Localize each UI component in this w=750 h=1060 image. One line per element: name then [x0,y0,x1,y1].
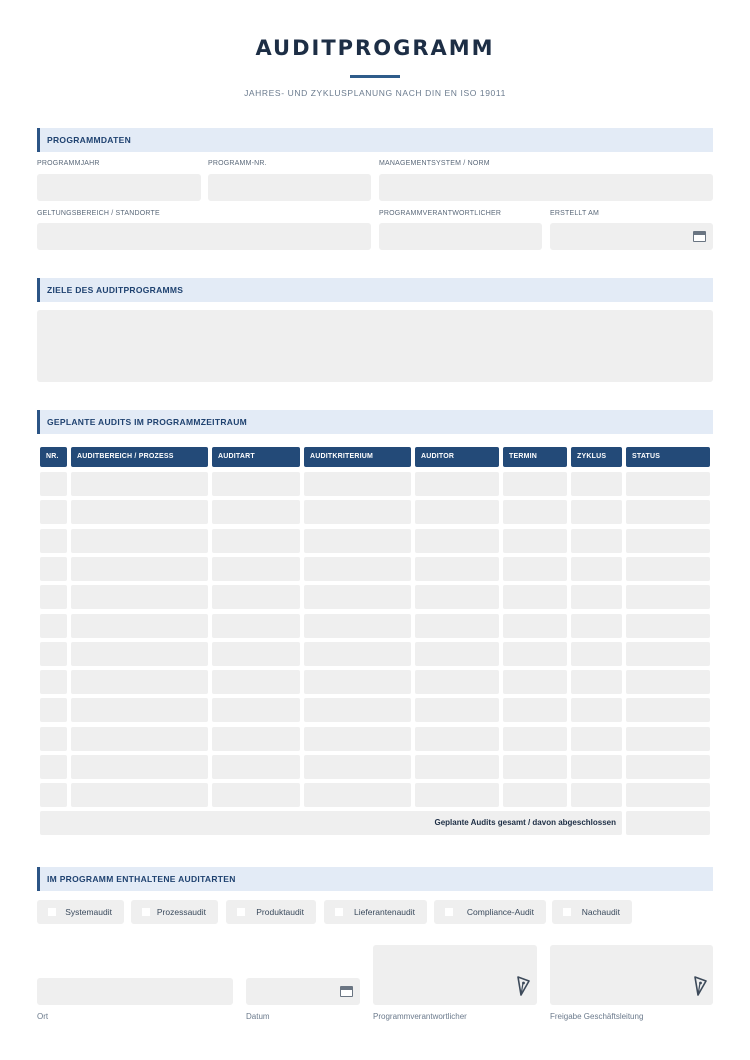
table-cell-col-criterion[interactable] [304,500,411,524]
table-cell-col-area[interactable] [71,755,208,779]
table-cell-col-date[interactable] [503,698,567,722]
table-cell-col-auditor[interactable] [415,755,499,779]
management-signature-label: Freigabe Geschäftsleitung [550,1012,644,1021]
section-heading: ZIELE DES AUDITPROGRAMMS [47,285,184,295]
summary-label: Geplante Audits gesamt / davon abgeschlossen [434,818,616,827]
table-cell-col-date[interactable] [503,500,567,524]
table-cell-col-type[interactable] [212,755,300,779]
table-cell-col-type[interactable] [212,727,300,751]
table-cell-col-auditor[interactable] [415,727,499,751]
date-field[interactable] [246,978,360,1005]
page-subtitle: JAHRES- UND ZYKLUSPLANUNG NACH DIN EN ISO 19011 [244,88,506,98]
table-header-col-area: AUDITBEREICH / PROZESS [71,447,208,467]
table-cell-col-nr[interactable] [40,585,67,609]
table-cell-col-date[interactable] [503,614,567,638]
table-cell-col-type[interactable] [212,500,300,524]
table-cell-col-area[interactable] [71,472,208,496]
page-title: AUDITPROGRAMM [255,36,495,60]
table-cell-col-cycle[interactable] [571,557,622,581]
management-system-field[interactable] [379,174,713,201]
section-heading: PROGRAMMDATEN [47,135,132,145]
program-owner-field[interactable] [379,223,542,250]
section-objectives [37,278,713,302]
table-header-col-date: TERMIN [503,447,567,467]
table-cell-col-criterion[interactable] [304,698,411,722]
table-cell-col-type[interactable] [212,698,300,722]
audit-type-option[interactable] [37,900,124,924]
table-cell-col-criterion[interactable] [304,614,411,638]
table-cell-col-nr[interactable] [40,529,67,553]
calendar-icon[interactable] [693,231,706,242]
table-cell-col-nr[interactable] [40,727,67,751]
section-planned-audits [37,410,713,434]
table-cell-col-area[interactable] [71,698,208,722]
table-cell-col-auditor[interactable] [415,614,499,638]
table-cell-col-type[interactable] [212,529,300,553]
table-cell-col-criterion[interactable] [304,472,411,496]
table-header-col-type: AUDITART [212,447,300,467]
program-number-field[interactable] [208,174,371,201]
table-cell-col-area[interactable] [71,783,208,807]
table-cell-col-cycle[interactable] [571,755,622,779]
table-cell-col-status[interactable] [626,557,710,581]
owner-signature-field[interactable] [373,945,537,1005]
program-owner-label: PROGRAMMVERANTWORTLICHER [379,210,502,217]
table-cell-col-type[interactable] [212,557,300,581]
table-cell-col-date[interactable] [503,755,567,779]
table-cell-col-date[interactable] [503,557,567,581]
table-cell-col-criterion[interactable] [304,670,411,694]
table-cell-col-cycle[interactable] [571,614,622,638]
place-field[interactable] [37,978,233,1005]
option-label: Produktaudit [256,907,304,917]
objectives-textarea[interactable] [37,310,713,382]
option-label: Prozessaudit [156,907,206,917]
table-cell-col-criterion[interactable] [304,755,411,779]
table-cell-col-nr[interactable] [40,614,67,638]
summary-bar [40,811,622,835]
date-label: Datum [246,1012,270,1021]
checkbox[interactable] [335,908,343,916]
audit-type-option[interactable] [226,900,316,924]
scope-field[interactable] [37,223,371,250]
scope-label: GELTUNGSBEREICH / STANDORTE [37,210,160,217]
table-cell-col-nr[interactable] [40,642,67,666]
checkbox[interactable] [142,908,150,916]
table-cell-col-cycle[interactable] [571,698,622,722]
table-cell-col-cycle[interactable] [571,670,622,694]
audit-type-option[interactable] [324,900,427,924]
table-cell-col-status[interactable] [626,529,710,553]
table-cell-col-auditor[interactable] [415,500,499,524]
table-cell-col-auditor[interactable] [415,670,499,694]
table-cell-col-auditor[interactable] [415,783,499,807]
table-cell-col-nr[interactable] [40,755,67,779]
checkbox[interactable] [445,908,453,916]
table-cell-col-date[interactable] [503,783,567,807]
option-label: Systemaudit [65,907,112,917]
owner-signature-label: Programmverantwortlicher [373,1012,467,1021]
table-cell-col-date[interactable] [503,529,567,553]
table-cell-col-area[interactable] [71,727,208,751]
title-underline [350,75,400,78]
checkbox[interactable] [48,908,56,916]
program-year-field[interactable] [37,174,201,201]
created-date-label: ERSTELLT AM [550,210,600,217]
created-date-field[interactable] [550,223,713,250]
section-audit-types [37,867,713,891]
table-header-col-criterion: AUDITKRITERIUM [304,447,411,467]
place-label: Ort [37,1012,49,1021]
table-cell-col-date[interactable] [503,585,567,609]
table-cell-col-auditor[interactable] [415,642,499,666]
table-cell-col-area[interactable] [71,670,208,694]
table-cell-col-area[interactable] [71,585,208,609]
option-label: Nachaudit [581,907,620,917]
management-signature-field[interactable] [550,945,713,1005]
table-cell-col-nr[interactable] [40,472,67,496]
section-program-data [37,128,713,152]
table-cell-col-area[interactable] [71,642,208,666]
table-cell-col-cycle[interactable] [571,727,622,751]
table-cell-col-cycle[interactable] [571,642,622,666]
table-cell-col-type[interactable] [212,783,300,807]
table-cell-col-status[interactable] [626,472,710,496]
table-cell-col-area[interactable] [71,614,208,638]
table-cell-col-cycle[interactable] [571,529,622,553]
table-cell-col-date[interactable] [503,472,567,496]
table-cell-col-cycle[interactable] [571,585,622,609]
table-cell-col-nr[interactable] [40,500,67,524]
summary-value-field[interactable] [626,811,710,835]
table-cell-col-status[interactable] [626,755,710,779]
table-cell-col-status[interactable] [626,783,710,807]
table-cell-col-status[interactable] [626,727,710,751]
table-cell-col-criterion[interactable] [304,642,411,666]
table-cell-col-auditor[interactable] [415,557,499,581]
program-number-label: PROGRAMM-NR. [208,160,267,167]
pen-icon [516,975,530,997]
pen-icon [693,975,707,997]
table-cell-col-date[interactable] [503,727,567,751]
table-header-col-cycle: ZYKLUS [571,447,622,467]
table-cell-col-status[interactable] [626,670,710,694]
audit-type-option[interactable] [552,900,632,924]
table-cell-col-status[interactable] [626,698,710,722]
option-label: Compliance-Audit [466,907,534,917]
audit-type-option[interactable] [434,900,546,924]
table-cell-col-nr[interactable] [40,557,67,581]
table-cell-col-cycle[interactable] [571,472,622,496]
section-heading: IM PROGRAMM ENTHALTENE AUDITARTEN [47,874,236,884]
table-cell-col-status[interactable] [626,642,710,666]
table-cell-col-nr[interactable] [40,698,67,722]
management-system-label: MANAGEMENTSYSTEM / NORM [379,160,490,167]
table-cell-col-area[interactable] [71,557,208,581]
table-cell-col-criterion[interactable] [304,783,411,807]
table-cell-col-nr[interactable] [40,783,67,807]
table-cell-col-type[interactable] [212,670,300,694]
table-cell-col-date[interactable] [503,642,567,666]
option-label: Lieferantenaudit [354,907,415,917]
checkbox[interactable] [237,908,245,916]
table-cell-col-auditor[interactable] [415,585,499,609]
table-cell-col-area[interactable] [71,500,208,524]
table-cell-col-criterion[interactable] [304,585,411,609]
table-cell-col-status[interactable] [626,585,710,609]
table-cell-col-criterion[interactable] [304,557,411,581]
table-cell-col-auditor[interactable] [415,698,499,722]
section-heading: GEPLANTE AUDITS IM PROGRAMMZEITRAUM [47,417,248,427]
table-cell-col-type[interactable] [212,642,300,666]
table-cell-col-status[interactable] [626,500,710,524]
table-cell-col-area[interactable] [71,529,208,553]
table-cell-col-type[interactable] [212,585,300,609]
table-cell-col-criterion[interactable] [304,529,411,553]
table-cell-col-cycle[interactable] [571,500,622,524]
audit-type-option[interactable] [131,900,218,924]
table-cell-col-nr[interactable] [40,670,67,694]
program-year-label: PROGRAMMJAHR [37,160,100,167]
table-header-col-status: STATUS [626,447,710,467]
table-cell-col-criterion[interactable] [304,727,411,751]
table-cell-col-date[interactable] [503,670,567,694]
table-cell-col-auditor[interactable] [415,472,499,496]
table-header-col-auditor: AUDITOR [415,447,499,467]
table-cell-col-cycle[interactable] [571,783,622,807]
calendar-icon[interactable] [340,986,353,997]
table-cell-col-type[interactable] [212,472,300,496]
table-cell-col-status[interactable] [626,614,710,638]
table-cell-col-auditor[interactable] [415,529,499,553]
table-header-col-nr: NR. [40,447,67,467]
checkbox[interactable] [563,908,571,916]
table-cell-col-type[interactable] [212,614,300,638]
